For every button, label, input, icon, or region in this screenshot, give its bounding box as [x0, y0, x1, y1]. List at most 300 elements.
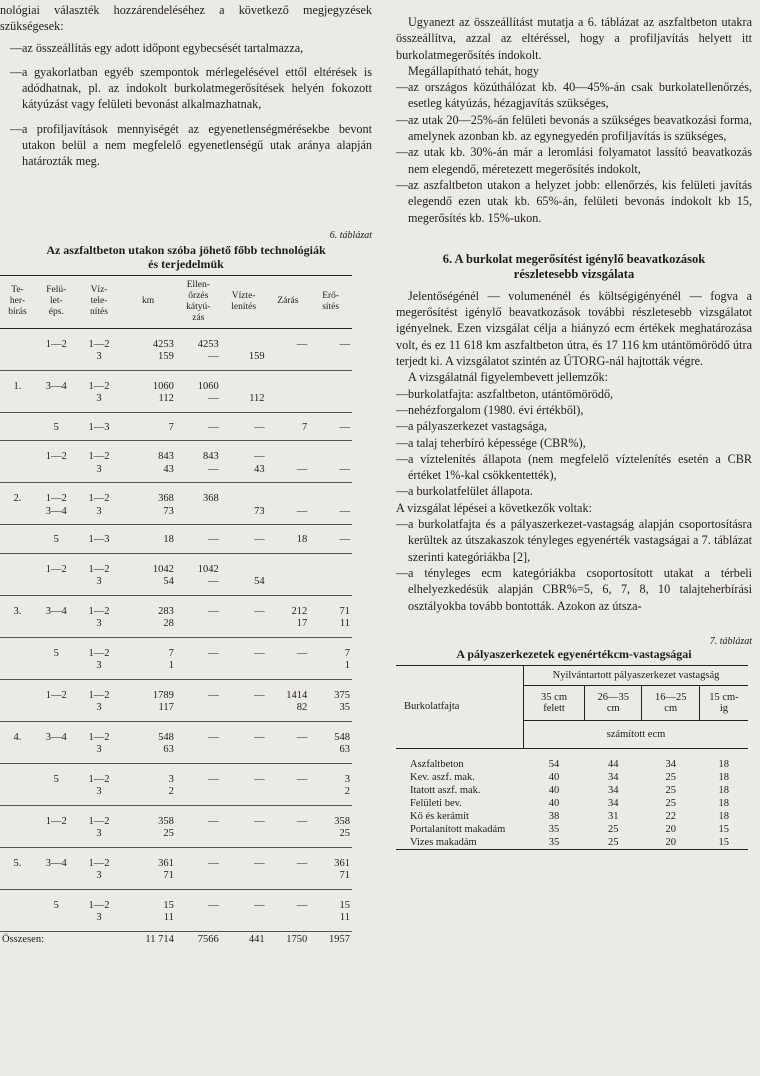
table6-cell	[309, 553, 352, 576]
table6-row	[0, 618, 352, 637]
table6-cell	[221, 553, 267, 576]
table6-header-row	[0, 275, 352, 328]
right-bullet-text: az aszfaltbeton utakon a helyzet jobb: ellenőrzés, kis felületi javítás elegendő ezen utak kb. 65%-án, felületi bevonás indokolt kb 15, megerősítés kb. 15%-ukon.	[408, 177, 752, 225]
right-para4: A vizsgálatnál figyelembevett jellemzők:	[408, 370, 609, 385]
table6-cell	[221, 828, 267, 847]
table7-cell: 40	[548, 771, 560, 783]
table6-cell: 15	[339, 899, 350, 911]
table6-cell	[176, 912, 221, 931]
table6-cell: —	[176, 412, 221, 441]
table6-cell: 1—2	[45, 815, 67, 827]
dash-mark: —	[396, 517, 409, 532]
table6-cell: 3	[78, 660, 121, 679]
table7-cell: 44	[608, 758, 619, 770]
table6-cell: 3	[78, 618, 121, 637]
table6-cell: —	[254, 689, 265, 701]
right-bullet-item	[396, 144, 752, 177]
table6-cell	[35, 576, 78, 595]
table6-row	[0, 393, 352, 412]
table7-cell: Felületi bev.	[410, 797, 462, 809]
table6-cell	[176, 506, 221, 525]
table6-cell	[267, 576, 310, 595]
right-para3: Jelentőségénél — volumenénél és költségigényénél — fogva a megerősítést igénylő beavatkozások további részletesebb vizsgálatot igényelnek. Ezen vizsgálat célja a hiányzó ecm értékek meghatározása volt, és ez 11 618 km aszfaltbeton útra, és 17 116 km utántömörödő útra terjedt ki. A vizsgálatot szintén az ÚTORG-nál hajtották végre.	[396, 288, 752, 369]
table6-cell: 1789	[152, 689, 174, 701]
table6-row	[0, 553, 352, 576]
table6-cell	[0, 679, 35, 702]
feature-item	[396, 418, 752, 434]
table7-row	[396, 836, 748, 850]
table6-cell	[35, 393, 78, 412]
dash-mark: —	[10, 64, 23, 79]
table6-cell: 25	[120, 828, 176, 847]
table6-cell	[35, 870, 78, 889]
intro-text: nológiai választék hozzárendeléséhez a következő megjegyzések szükségesek:	[0, 3, 372, 34]
table6-cell: —	[254, 605, 265, 617]
right-para5: A vizsgálat lépései a következők voltak:	[396, 500, 592, 515]
table6-col-header: Víz- tele- nítés	[78, 275, 121, 328]
table6-cell: —	[309, 525, 352, 554]
table6-cell: —	[208, 899, 219, 911]
dash-mark: —	[10, 40, 23, 55]
table6-cell	[267, 441, 310, 464]
table6-cell: 1414	[286, 689, 308, 701]
table6	[0, 275, 352, 947]
feature-item	[396, 402, 752, 418]
table6-row	[0, 828, 352, 847]
feature-text: nehézforgalom (1980. évi értékből),	[408, 402, 584, 417]
table6-cell	[0, 525, 35, 554]
table6-cell: 358	[158, 815, 174, 827]
table6-cell: 54	[221, 576, 267, 595]
table6-cell: 1042	[197, 563, 219, 575]
table6-cell: 3	[78, 506, 121, 525]
table6-cell: 843	[158, 451, 174, 463]
table6-cell: 548	[334, 731, 350, 743]
table6-cell: 1—2	[88, 773, 110, 785]
table7-cell: 25	[608, 823, 619, 835]
table6-cell: 11	[120, 912, 176, 931]
table6-row	[0, 847, 352, 870]
table6-cell: 1—2	[88, 857, 110, 869]
left-bullet-text: a profiljavítások mennyiségét az egyenetlenségmérésekbe bevont utakon belül a nem megfelelő egyenetlenségű utak aránya alapján határozták meg.	[22, 121, 372, 169]
table6-cell	[0, 702, 35, 721]
table6-cell: 2	[120, 786, 176, 805]
table7-cell: 34	[608, 797, 619, 809]
table6-cell: 1042	[152, 563, 174, 575]
table6-col-header: Te- her- bírás	[0, 275, 35, 328]
table6-cell	[35, 660, 78, 679]
table6-cell: —	[254, 773, 265, 785]
table6-col-header: Ellen- őrzés kátyú- zás	[176, 275, 221, 328]
table7-cell: 18	[718, 758, 729, 770]
table6-cell: 3	[78, 870, 121, 889]
table6-cell: 1—2	[88, 647, 110, 659]
dash-mark: —	[10, 121, 23, 136]
dash-mark: —	[396, 177, 409, 192]
table7-cell: 35	[548, 823, 560, 835]
table6-cell: —	[176, 351, 221, 370]
table6-cell: —	[176, 393, 221, 412]
section6-heading-line2: részletesebb vizsgálata	[513, 266, 635, 281]
table6-row	[0, 786, 352, 805]
dash-mark: —	[396, 145, 409, 160]
table6-cell	[309, 483, 352, 506]
table6-cell	[0, 553, 35, 576]
table6-cell: 1—2	[88, 731, 110, 743]
table6-cell: 3	[78, 351, 121, 370]
table6-row	[0, 763, 352, 786]
table6-cell: 548	[158, 731, 174, 743]
table6-cell	[0, 828, 35, 847]
table6-cell: 11	[309, 618, 352, 637]
table7-cell: Kev. aszf. mak.	[410, 771, 475, 783]
table7-row	[396, 748, 748, 771]
dash-mark: —	[396, 435, 409, 450]
table7	[396, 665, 748, 850]
table6-row	[0, 412, 352, 441]
table6-cell: —	[267, 464, 310, 483]
table6-cell	[267, 351, 310, 370]
table6-total-cell: 7566	[176, 931, 221, 946]
table6-cell	[221, 786, 267, 805]
table7-cell: 40	[548, 784, 560, 796]
table6-cell: 1—2	[88, 493, 110, 505]
table6-cell	[221, 702, 267, 721]
table6-cell: 54	[120, 576, 176, 595]
table6-row	[0, 576, 352, 595]
table6-cell: 71	[120, 870, 176, 889]
feature-item	[396, 451, 752, 484]
table6-cell	[0, 889, 35, 912]
table7-sub-header: számított ecm	[524, 720, 749, 748]
table7-col-header: 15 cm-ig	[699, 685, 748, 720]
table7-cell: Vizes makadám	[396, 836, 524, 850]
step-list	[396, 516, 752, 614]
table6-cell: 71	[339, 605, 350, 617]
table6-cell: 1—2	[45, 493, 67, 505]
table7-col-header: 16—25 cm	[642, 685, 699, 720]
table7-group-header: Nyilvántartott pályaszerkezet vastagság	[524, 665, 749, 685]
right-bullet-list	[396, 79, 752, 226]
table6-row	[0, 744, 352, 763]
table6-cell: 368	[158, 493, 174, 505]
table6-cell: 1—2	[88, 563, 110, 575]
table7-row	[396, 784, 748, 797]
table6-row	[0, 912, 352, 931]
table6-cell: —	[176, 576, 221, 595]
dash-mark: —	[396, 386, 409, 401]
table6-cell: 3—4	[45, 731, 67, 743]
table7-row	[396, 771, 748, 784]
table6-cell: 15	[163, 899, 174, 911]
table6-cell: 212	[291, 605, 308, 617]
table6-cell: 43	[221, 464, 267, 483]
table6-cell: 5	[35, 525, 78, 554]
table6-cell: 3	[78, 912, 121, 931]
table6-cell: —	[208, 689, 219, 701]
table6-cell: 25	[309, 828, 352, 847]
right-bullet-text: az országos közúthálózat kb. 40—45%-án csak burkolatellenőrzés, esetleg kátyúzás, hézagjavítás szükséges,	[408, 80, 752, 111]
table6-cell	[267, 786, 310, 805]
table6-row	[0, 506, 352, 525]
table6-cell: 3	[78, 786, 121, 805]
table7-cell: 20	[665, 823, 676, 835]
right-bullet-text: az utak 20—25%-án felületi bevonás a szükséges beavatkozási forma, amelynek azonban kb. az egynegyedén profiljavítás is szükséges,	[408, 112, 752, 144]
table6-cell	[309, 393, 352, 412]
table6-cell: —	[254, 857, 265, 869]
table6-cell: 1—2	[88, 338, 110, 350]
table6-row	[0, 889, 352, 912]
left-bullet-text: a gyakorlatban egyéb szempontok mérlegelésével ettől eltérések is adódhatnak, pl. az indokolt burkolatmegerősítések helyén fokozott kátyúzást vagy felületi bevonást alkalmazhatnak,	[22, 64, 372, 112]
table6-cell: 1—2	[88, 899, 110, 911]
table6-row	[0, 351, 352, 370]
table7-cell: 18	[718, 784, 729, 796]
table6-cell: 1—2	[88, 689, 110, 701]
right-para2: Megállapítható tehát, hogy	[408, 63, 539, 78]
table7-cell: 18	[718, 797, 729, 809]
table6-cell: —	[221, 525, 267, 554]
table6-col-header: Felü- let- éps.	[35, 275, 78, 328]
table6-cell: 73	[120, 506, 176, 525]
table6-cell: 1—2	[88, 605, 110, 617]
table6-cell	[309, 441, 352, 464]
table6-cell: 4253	[152, 338, 174, 350]
table6-cell: 843	[203, 451, 219, 463]
table6-cell	[267, 370, 310, 393]
table6-cell: —	[309, 464, 352, 483]
table6-cell	[221, 370, 267, 393]
table6-cell: —	[296, 647, 308, 659]
table6-total-row	[0, 931, 352, 946]
table6-cell: —	[254, 451, 265, 463]
table6-cell	[0, 328, 35, 351]
table6-cell: —	[208, 857, 219, 869]
table6-title-line2: és terjedelmük	[148, 256, 224, 271]
table6-cell	[267, 393, 310, 412]
table6-cell: —	[208, 815, 219, 827]
table6-cell: 1—3	[78, 525, 121, 554]
table6-row	[0, 441, 352, 464]
right-bullet-item	[396, 112, 752, 145]
table7-row	[396, 823, 748, 836]
table6-cell: 5	[35, 412, 78, 441]
table6-cell: 1—3	[78, 412, 121, 441]
table6-cell: 361	[334, 857, 350, 869]
table6-caption: 6. táblázat	[329, 229, 372, 241]
table6-cell: 3—4	[45, 380, 67, 392]
table6-row	[0, 679, 352, 702]
right-bullet-item	[396, 177, 752, 226]
table6-cell	[221, 912, 267, 931]
feature-item	[396, 435, 752, 451]
table6-cell: 375	[334, 689, 350, 701]
table6-total-cell: 441	[221, 931, 267, 946]
table6-cell	[0, 441, 35, 464]
table6-cell: —	[296, 731, 308, 743]
table6-cell: —	[254, 815, 265, 827]
table6-cell: 5	[53, 899, 59, 911]
feature-text: a talaj teherbíró képessége (CBR%),	[408, 435, 586, 450]
table6-cell: 3	[78, 702, 121, 721]
table6-row	[0, 595, 352, 618]
table6-cell: 18	[267, 525, 310, 554]
dash-mark: —	[396, 80, 409, 95]
dash-mark: —	[396, 419, 409, 434]
table6-row	[0, 525, 352, 554]
table6-cell: 1060	[197, 380, 219, 392]
table6-cell: 1—2	[88, 380, 110, 392]
table6-cell: 7	[344, 647, 350, 659]
table7-cell: 22	[665, 810, 676, 822]
table6-cell: 1—2	[45, 689, 67, 701]
table7-cell: 35	[524, 836, 585, 850]
table6-cell: —	[296, 815, 308, 827]
table6-cell	[0, 351, 35, 370]
feature-list	[396, 386, 752, 500]
step-text: a tényleges ecm kategóriákba csoportosított utakat a térbeli elhelyezkedésük alapján CBR%=5, 6, 7, 8, 10 talajteherbírási osztályokba tovább bontották. Azokon az útsza-	[408, 565, 752, 613]
table6-cell: 5	[53, 773, 59, 785]
table7-col-header: 26—35 cm	[585, 685, 642, 720]
table6-cell: 2	[309, 786, 352, 805]
right-bullet-item	[396, 79, 752, 112]
table6-cell	[0, 660, 35, 679]
table6-cell: 1	[309, 660, 352, 679]
table7-cell: 25	[665, 771, 676, 783]
table6-cell: 1—2	[45, 563, 67, 575]
table7-row	[396, 797, 748, 810]
table6-cell: 3	[168, 773, 174, 785]
table6-cell	[0, 763, 35, 786]
table6-row	[0, 483, 352, 506]
table6-cell	[221, 328, 267, 351]
table6-cell	[0, 464, 35, 483]
table6-cell: 3—4	[45, 857, 67, 869]
table7-cell: 15	[699, 836, 748, 850]
table6-row	[0, 702, 352, 721]
table6-cell: —	[221, 412, 267, 441]
table7-cell: 54	[548, 758, 560, 770]
step-item	[396, 565, 752, 614]
left-bullet-list	[10, 40, 372, 170]
table6-cell: 358	[334, 815, 350, 827]
table6-cell: 1—2	[88, 451, 110, 463]
table6-cell: 3.	[13, 605, 22, 617]
table6-cell: —	[296, 899, 308, 911]
table6-cell	[267, 553, 310, 576]
table6-total-cell: 11 714	[120, 931, 176, 946]
left-bullet-item	[10, 40, 372, 56]
table6-cell	[35, 828, 78, 847]
table7-cell: 38	[548, 810, 560, 822]
table6-cell: —	[176, 464, 221, 483]
table6-cell	[176, 660, 221, 679]
table6-row	[0, 870, 352, 889]
table6-cell	[35, 786, 78, 805]
table6-cell: 7	[267, 412, 310, 441]
table6-cell	[176, 828, 221, 847]
table6-cell: 3	[344, 773, 350, 785]
table6-row	[0, 660, 352, 679]
table6-cell	[35, 464, 78, 483]
left-bullet-item	[10, 121, 372, 170]
table6-cell: —	[208, 647, 219, 659]
table6-cell: 368	[203, 493, 219, 505]
table6-cell: 43	[120, 464, 176, 483]
table6-row	[0, 637, 352, 660]
right-para1-text: Ugyanezt az összeállítást mutatja a 6. táblázat az aszfaltbeton utakra összeállítva, azzal az eltéréssel, hogy a profiljavítás helyett itt burkolatmegerősítés indokolt.	[396, 15, 752, 62]
dash-mark: —	[396, 402, 409, 417]
table6-cell: 1—2	[45, 338, 67, 350]
table6-cell: 7	[168, 647, 174, 659]
table6-cell: 283	[158, 605, 174, 617]
table7-cell: 34	[608, 784, 619, 796]
table7-cell: 25	[665, 784, 676, 796]
table7-cell: Aszfaltbeton	[410, 758, 464, 770]
table6-cell: —	[309, 506, 352, 525]
table6-cell	[35, 618, 78, 637]
table6-cell	[221, 618, 267, 637]
table6-cell	[176, 786, 221, 805]
table6-cell: 4253	[197, 338, 219, 350]
table6-cell: 63	[309, 744, 352, 763]
table6-col-header: Zárás	[267, 275, 310, 328]
table6-cell: 3	[78, 464, 121, 483]
feature-text: a burkolatfelület állapota.	[408, 484, 533, 499]
table6-cell	[0, 805, 35, 828]
left-column	[0, 0, 372, 946]
table6-cell: —	[208, 773, 219, 785]
table6-cell	[35, 744, 78, 763]
feature-text: burkolatfajta: aszfaltbeton, utántömörödő,	[408, 386, 614, 401]
table6-total-label: Összesen:	[0, 931, 120, 946]
table6-cell: —	[176, 525, 221, 554]
table7-cell: 18	[718, 810, 729, 822]
table6-cell: 3—4	[45, 605, 67, 617]
section6-heading-line1: 6. A burkolat megerősítést igénylő beavatkozások	[442, 251, 706, 266]
table6-cell: 28	[120, 618, 176, 637]
table6-cell: 1060	[152, 380, 174, 392]
table6-cell: 18	[120, 525, 176, 554]
table6-cell: —	[296, 338, 308, 350]
table7-row	[396, 810, 748, 823]
table6-cell: 3	[78, 744, 121, 763]
table6-cell	[0, 786, 35, 805]
table6-cell	[0, 637, 35, 660]
table6-cell: 1.	[13, 380, 22, 392]
table6-cell: —	[296, 773, 308, 785]
table6-cell	[267, 744, 310, 763]
table6-cell: 35	[309, 702, 352, 721]
table6-cell: —	[254, 731, 265, 743]
table6-cell: 3	[78, 393, 121, 412]
table6-cell: 2.	[13, 493, 22, 505]
table6-cell: 159	[120, 351, 176, 370]
table7-cell: 31	[608, 810, 619, 822]
table6-cell: 17	[267, 618, 310, 637]
feature-text: a víztelenítés állapota (nem megfelelő víztelenítés esetén a CBR értéket 1%-kal csökkentették),	[408, 451, 752, 483]
table6-cell	[35, 912, 78, 931]
table6-cell	[267, 912, 310, 931]
table6-title-line1: Az aszfaltbeton utakon szóba jöhető főbb technológiák	[46, 242, 326, 257]
feature-text: a pályaszerkezet vastagsága,	[408, 419, 548, 434]
table7-cell: Itatott aszf. mak.	[410, 784, 481, 796]
table6-col-header: km	[120, 275, 176, 328]
table6-cell: 11	[309, 912, 352, 931]
table6-row	[0, 370, 352, 393]
table6-cell: 1—2	[88, 815, 110, 827]
table7-row-header: Burkolatfajta	[396, 665, 524, 748]
table6-cell: —	[267, 506, 310, 525]
